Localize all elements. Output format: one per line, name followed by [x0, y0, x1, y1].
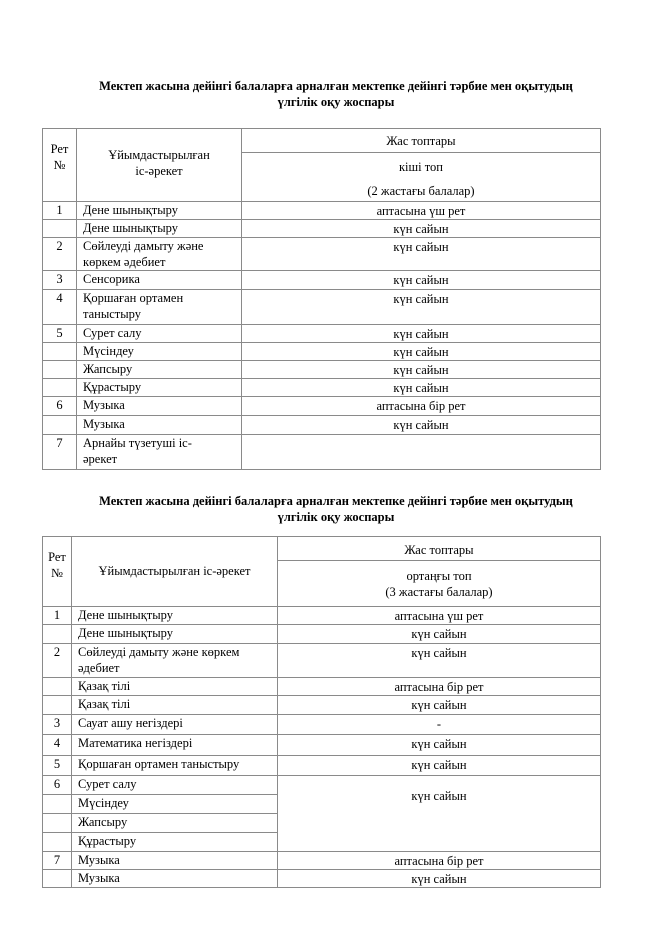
row-number [43, 870, 72, 888]
row-activity: Жапсыру [77, 361, 242, 379]
doc1-row [43, 435, 601, 470]
row-number: 5 [43, 325, 77, 343]
row-activity: Мүсіндеу [72, 795, 278, 814]
doc2-title-line2: үлгілік оқу жоспары [277, 510, 395, 524]
row-activity: Қазақ тілі [72, 678, 278, 696]
row-number [43, 814, 72, 833]
row-value [242, 435, 601, 470]
doc1-header-num [43, 129, 77, 202]
doc2-row [43, 715, 601, 735]
row-activity-line2: әрекет [83, 452, 118, 466]
doc1-header-group-age: (2 жастағы балалар) [367, 184, 475, 198]
doc1-header-age-groups: Жас топтары [242, 129, 601, 153]
row-value: - [278, 715, 601, 735]
row-activity: Сурет салу [72, 776, 278, 795]
doc1-header-activity [77, 129, 242, 202]
row-number: 1 [43, 202, 77, 220]
row-activity-line1: Сөйлеуді дамыту және [83, 239, 204, 253]
doc2-table [42, 536, 601, 888]
row-activity: Дене шынықтыру [72, 625, 278, 644]
row-value: күн сайын [242, 343, 601, 361]
doc1-header-num-line1: Рет [50, 142, 69, 156]
row-number: 5 [43, 756, 72, 776]
row-value: күн сайын [242, 238, 601, 271]
row-activity [77, 290, 242, 325]
row-value: күн сайын [242, 290, 601, 325]
doc1-header-activity-line1: Ұйымдастырылған [108, 148, 210, 162]
row-number: 7 [43, 852, 72, 870]
doc2-header-group [278, 561, 601, 607]
row-value: аптасына үш рет [278, 607, 601, 625]
row-value: күн сайын [242, 220, 601, 238]
row-value: аптасына бір рет [242, 397, 601, 416]
row-value: күн сайын [278, 625, 601, 644]
doc1-title-line2: үлгілік оқу жоспары [277, 95, 395, 109]
row-number: 6 [43, 397, 77, 416]
doc1-table [42, 128, 601, 470]
doc2-header-num-line1: Рет [48, 550, 66, 564]
doc1-header-num-line2: № [53, 158, 66, 172]
doc2-row [43, 625, 601, 644]
row-value: күн сайын [278, 735, 601, 756]
doc1-row [43, 325, 601, 343]
doc2-header-group-name: ортаңғы топ [406, 569, 472, 583]
row-value: аптасына бір рет [278, 678, 601, 696]
row-number: 2 [43, 238, 77, 271]
row-value: күн сайын [278, 644, 601, 678]
row-number [43, 833, 72, 852]
row-activity: Музыка [72, 852, 278, 870]
doc1-row [43, 343, 601, 361]
row-activity: Музыка [77, 416, 242, 435]
row-activity: Қазақ тілі [72, 696, 278, 715]
row-activity [72, 644, 278, 678]
row-value: күн сайын [242, 416, 601, 435]
row-number [43, 343, 77, 361]
row-activity: Математика негіздері [72, 735, 278, 756]
row-activity: Жапсыру [72, 814, 278, 833]
row-value: күн сайын [278, 776, 601, 852]
row-value: күн сайын [278, 756, 601, 776]
doc1-header-group [242, 153, 601, 202]
row-number [43, 795, 72, 814]
row-activity-line1: Арнайы түзетуші іс- [83, 436, 192, 450]
doc1-row [43, 202, 601, 220]
doc1-row [43, 416, 601, 435]
row-number [43, 379, 77, 397]
row-activity: Қоршаған ортамен таныстыру [72, 756, 278, 776]
doc2-header-group-age: (3 жастағы балалар) [385, 585, 493, 599]
row-value: аптасына үш рет [242, 202, 601, 220]
doc2-header-num [43, 537, 72, 607]
row-number: 2 [43, 644, 72, 678]
doc2-header-age-groups: Жас топтары [278, 537, 601, 561]
row-activity-line2: таныстыру [83, 307, 141, 321]
row-activity: Музыка [72, 870, 278, 888]
row-activity: Құрастыру [72, 833, 278, 852]
row-activity: Музыка [77, 397, 242, 416]
doc1-header-activity-line2: іс-әрекет [135, 164, 183, 178]
doc1-row [43, 271, 601, 290]
row-activity-line1: Қоршаған ортамен [83, 291, 184, 305]
row-activity-line2: әдебиет [78, 661, 120, 675]
doc2-row [43, 735, 601, 756]
row-value: күн сайын [278, 870, 601, 888]
row-activity: Сурет салу [77, 325, 242, 343]
row-value: күн сайын [242, 271, 601, 290]
row-value: күн сайын [242, 325, 601, 343]
row-activity: Дене шынықтыру [77, 202, 242, 220]
row-number: 4 [43, 290, 77, 325]
doc2-row [43, 776, 601, 795]
doc2-row [43, 756, 601, 776]
row-number: 3 [43, 715, 72, 735]
row-activity [77, 435, 242, 470]
doc1-row [43, 290, 601, 325]
row-number: 4 [43, 735, 72, 756]
row-number: 3 [43, 271, 77, 290]
doc2-title-line1: Мектеп жасына дейінгі балаларға арналған мектепке дейінгі тәрбие мен оқытудың [99, 494, 573, 508]
doc1-row [43, 238, 601, 271]
row-number: 1 [43, 607, 72, 625]
doc1-header-group-name: кіші топ [398, 160, 443, 174]
doc2-row [43, 696, 601, 715]
row-activity-line2: көркем әдебиет [83, 255, 166, 269]
row-value: күн сайын [278, 696, 601, 715]
doc2-row [43, 870, 601, 888]
doc1-title [0, 78, 672, 110]
row-activity: Құрастыру [77, 379, 242, 397]
row-activity [77, 238, 242, 271]
row-number [43, 220, 77, 238]
row-activity: Сауат ашу негіздері [72, 715, 278, 735]
doc2-row [43, 607, 601, 625]
row-number: 6 [43, 776, 72, 795]
doc1-row [43, 379, 601, 397]
row-number [43, 696, 72, 715]
doc2-header-num-line2: № [51, 566, 63, 580]
row-activity: Сенсорика [77, 271, 242, 290]
row-number [43, 416, 77, 435]
doc1-row [43, 397, 601, 416]
doc2-title [0, 493, 672, 525]
row-number: 7 [43, 435, 77, 470]
row-activity: Дене шынықтыру [77, 220, 242, 238]
row-value: аптасына бір рет [278, 852, 601, 870]
doc1-row [43, 361, 601, 379]
doc1-row [43, 220, 601, 238]
row-activity-line1: Сөйлеуді дамыту және көркем [78, 645, 240, 659]
row-activity: Мүсіндеу [77, 343, 242, 361]
row-number [43, 678, 72, 696]
doc1-title-line1: Мектеп жасына дейінгі балаларға арналған мектепке дейінгі тәрбие мен оқытудың [99, 79, 573, 93]
row-activity: Дене шынықтыру [72, 607, 278, 625]
doc2-row [43, 852, 601, 870]
row-value: күн сайын [242, 361, 601, 379]
row-value: күн сайын [242, 379, 601, 397]
row-number [43, 625, 72, 644]
doc2-row [43, 644, 601, 678]
doc2-header-activity: Ұйымдастырылған іс-әрекет [72, 537, 278, 607]
row-number [43, 361, 77, 379]
doc2-row [43, 678, 601, 696]
